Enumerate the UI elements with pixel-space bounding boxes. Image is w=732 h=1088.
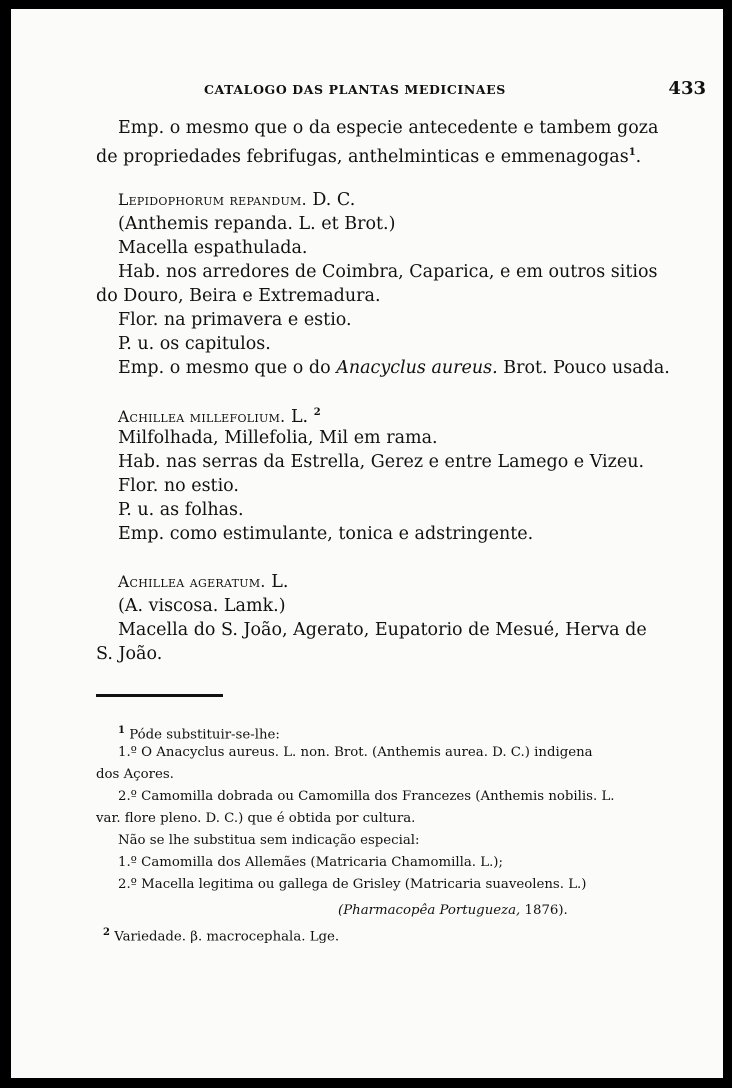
entry-lepidophorum-heading — [118, 190, 355, 210]
entry-lepidophorum-hab-2: do Douro, Beira e Extremadura. — [96, 286, 381, 306]
entry-lepidophorum-hab-1: Hab. nos arredores de Coimbra, Caparica, e em outros sitios — [118, 262, 658, 282]
running-title: CATALOGO DAS PLANTAS MEDICINAES — [204, 82, 506, 97]
species-name: Lepidophorum repandum. — [118, 191, 307, 209]
entry-millefolium-flor: Flor. no estio. — [118, 476, 239, 496]
footnote-1-mark: 1 — [118, 725, 125, 736]
footnote-2-text: Variedade. β. macrocephala. Lge. — [109, 929, 340, 945]
footnote-2 — [103, 924, 339, 945]
entry-ageratum-synonym: (A. viscosa. Lamk.) — [118, 596, 286, 616]
entry-millefolium-heading — [118, 403, 321, 427]
citation-year: 1876). — [520, 903, 568, 918]
footnote-1-line-7: 1.º Camomilla dos Allemães (Matricaria Chamomilla. L.); — [118, 855, 503, 870]
citation-title: (Pharmacopêa Portugueza, — [338, 903, 521, 918]
footnote-2-mark: 2 — [103, 927, 110, 938]
footnote-1-line-1 — [118, 722, 280, 743]
entry-millefolium-pu: P. u. as folhas. — [118, 500, 244, 520]
emp-end: Brot. Pouco usada. — [497, 358, 670, 378]
entry-lepidophorum-pu: P. u. os capitulos. — [118, 334, 271, 354]
entry-ageratum-heading — [118, 572, 288, 592]
intro-line-2-text: de propriedades febrifugas, anthelminticas e emmenagogas — [96, 146, 629, 167]
intro-line-2 — [96, 143, 641, 167]
footnote-1-line-4: 2.º Camomilla dobrada ou Camomilla dos Francezes (Anthemis nobilis. L. — [118, 789, 615, 804]
entry-lepidophorum-common: Macella espathulada. — [118, 238, 308, 258]
entry-ageratum-common-1: Macella do S. João, Agerato, Eupatorio de Mesué, Herva de — [118, 620, 647, 640]
page-number: 433 — [668, 78, 706, 99]
entry-millefolium-emp: Emp. como estimulante, tonica e adstringente. — [118, 524, 534, 544]
entry-lepidophorum-emp — [118, 358, 670, 378]
entry-millefolium-common: Milfolhada, Millefolia, Mil em rama. — [118, 428, 438, 448]
footnote-1-line-8: 2.º Macella legitima ou gallega de Grisley (Matricaria suaveolens. L.) — [118, 877, 587, 892]
footnote-rule — [96, 694, 223, 697]
species-name: Achillea millefolium. — [118, 407, 286, 426]
footnote-1-line-2: 1.º O Anacyclus aureus. L. non. Brot. (Anthemis aurea. D. C.) indigena — [118, 745, 593, 760]
species-author: D. C. — [306, 190, 356, 210]
footnote-1-line-5: var. flore pleno. D. C.) que é obtida por cultura. — [96, 811, 416, 826]
footnote-1-citation — [338, 902, 568, 919]
species-author: L. — [285, 406, 314, 427]
footnote-ref-2: 2 — [313, 407, 321, 418]
entry-ageratum-common-2: S. João. — [96, 644, 163, 664]
footnote-ref-1: 1 — [628, 147, 636, 158]
book-page — [11, 9, 723, 1078]
emp-italic: Anacyclus aureus. — [336, 358, 498, 378]
species-name: Achillea ageratum. — [118, 573, 266, 591]
intro-line-2-end: . — [635, 146, 642, 167]
species-author: L. — [265, 572, 289, 592]
entry-lepidophorum-flor: Flor. na primavera e estio. — [118, 310, 352, 330]
entry-lepidophorum-synonym: (Anthemis repanda. L. et Brot.) — [118, 214, 396, 234]
footnote-1-text: Póde substituir-se-lhe: — [124, 727, 280, 743]
emp-text: Emp. o mesmo que o do — [118, 358, 337, 378]
footnote-1-line-6: Não se lhe substitua sem indicação especial: — [118, 833, 420, 848]
entry-millefolium-hab: Hab. nas serras da Estrella, Gerez e entre Lamego e Vizeu. — [118, 452, 645, 472]
footnote-1-line-3: dos Açores. — [96, 767, 174, 782]
intro-line-1: Emp. o mesmo que o da especie antecedente e tambem goza — [118, 118, 659, 138]
